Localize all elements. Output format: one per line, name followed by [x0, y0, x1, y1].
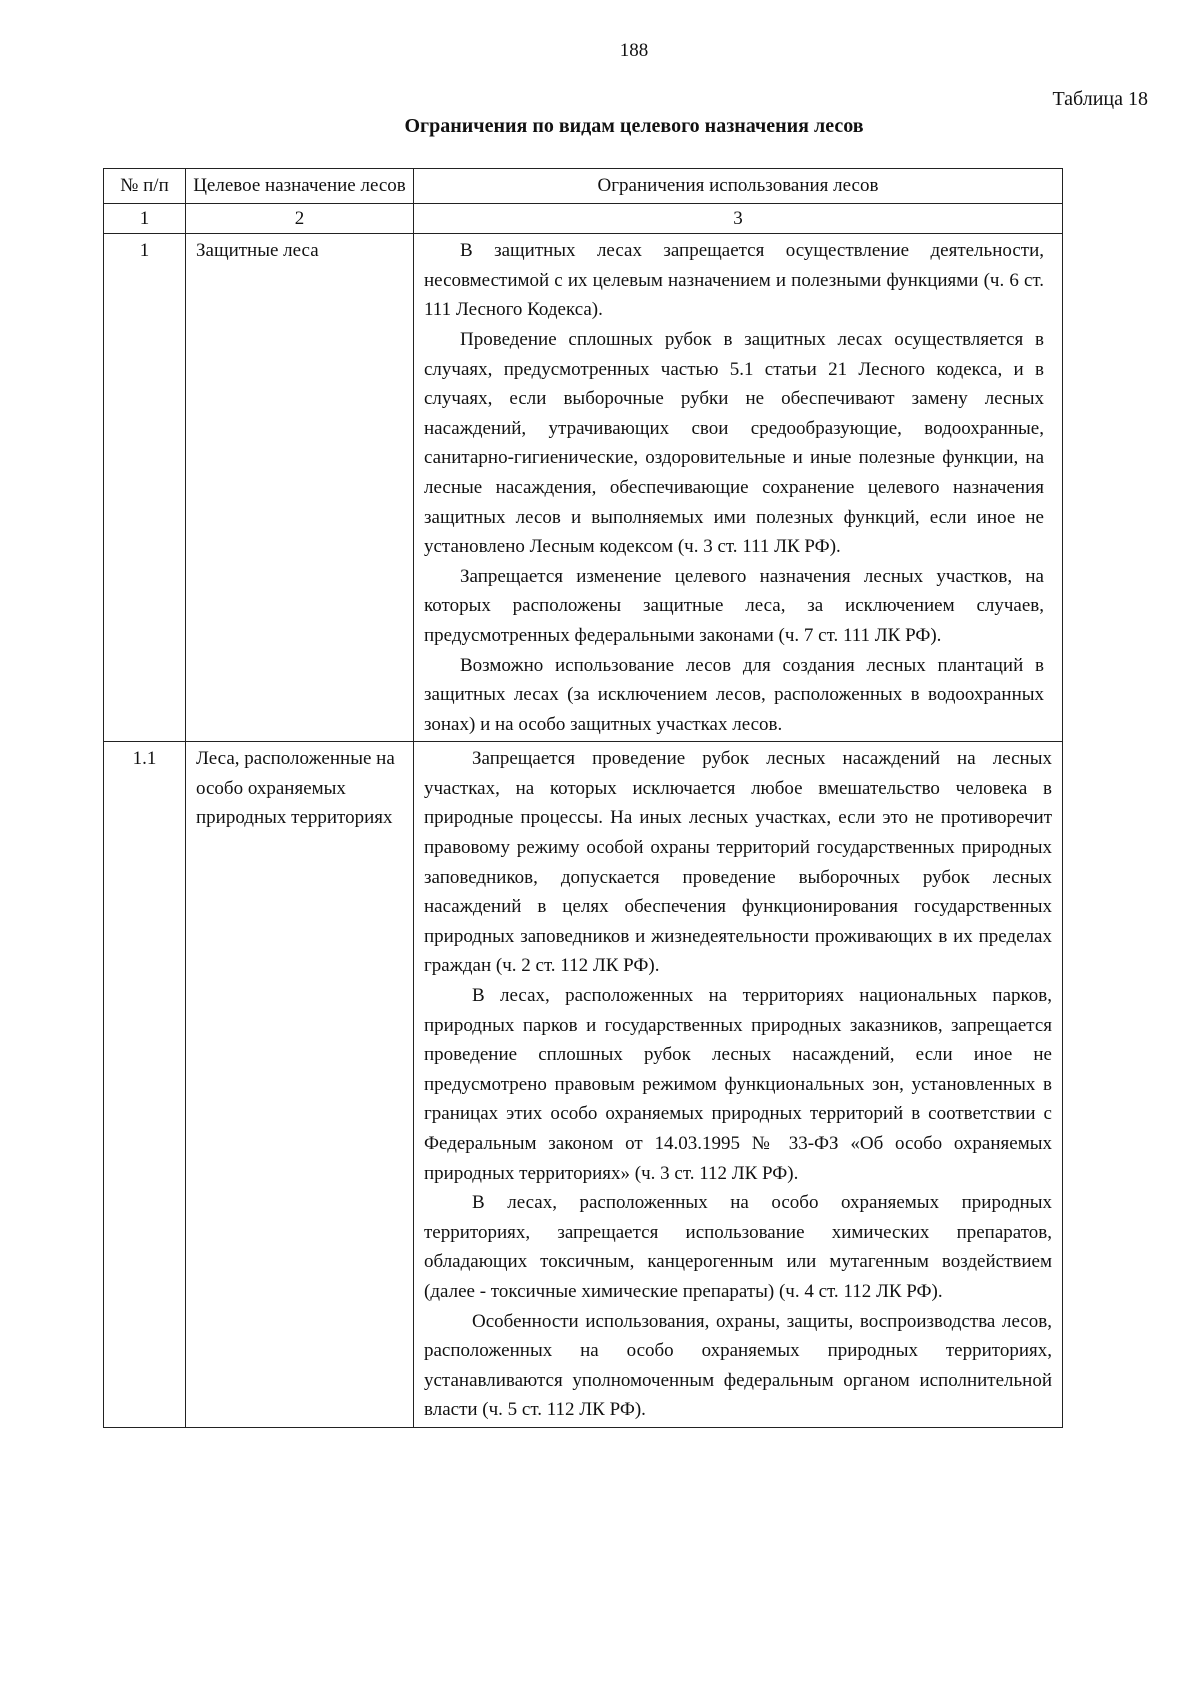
header-purpose: Целевое назначение лесов — [186, 169, 414, 204]
table-label: Таблица 18 — [1052, 88, 1148, 110]
column-number-row — [104, 203, 1063, 234]
restriction-paragraph: Проведение сплошных рубок в защитных лесах осуществляется в случаях, предусмотренных частью 5.1 статьи 21 Лесного кодекса, и в случаях, если выборочные рубки не обеспечивают замену лесных насаждений, утрачивающих свои средообразующие, водоохранные, санитарно-гигиенические, оздоровительные и иные полезные функции, на лесные насаждения, обеспечивающие сохранение целевого назначения защитных лесов и выполняемых ими полезных функций, если иное не установлено Лесным кодексом (ч. 3 ст. 111 ЛК РФ). — [424, 328, 1044, 558]
row-restrictions — [414, 742, 1063, 1428]
restriction-paragraph: Особенности использования, охраны, защиты, воспроизводства лесов, расположенных на особо охраняемых природных территориях, устанавливаются уполномоченным федеральным органом исполнительной власти (ч. 5 ст. 112 ЛК РФ). — [424, 1310, 1052, 1421]
column-number: 1 — [104, 203, 186, 234]
header-restrictions: Ограничения использования лесов — [414, 169, 1063, 204]
restriction-paragraph: Возможно использование лесов для создания лесных плантаций в защитных лесах (за исключением лесов, расположенных в водоохранных зонах) и на особо защитных участках лесов. — [424, 654, 1044, 735]
table-row — [104, 742, 1063, 1428]
restriction-paragraph: Запрещается проведение рубок лесных насаждений на лесных участках, на которых исключается любое вмешательство человека в природные процессы. На иных лесных участках, если это не противоречит правовому режиму особой охраны территорий государственных природных заповедников, допускается проведение выборочных рубок лесных насаждений в целях обеспечения функционирования государственных природных заповедников и жизнедеятельности проживающих в их пределах граждан (ч. 2 ст. 112 ЛК РФ). — [424, 748, 1052, 977]
restriction-paragraph: Запрещается изменение целевого назначения лесных участков, на которых расположены защитные леса, за исключением случаев, предусмотренных федеральными законами (ч. 7 ст. 111 ЛК РФ). — [424, 565, 1044, 646]
restrictions-table — [103, 168, 1063, 1428]
column-number: 3 — [414, 203, 1063, 234]
row-purpose: Защитные леса — [186, 234, 414, 742]
document-title: Ограничения по видам целевого назначения лесов — [404, 115, 864, 137]
row-number: 1.1 — [104, 742, 186, 1428]
row-number: 1 — [104, 234, 186, 742]
restriction-paragraph: В лесах, расположенных на особо охраняемых природных территориях, запрещается использование химических препаратов, обладающих токсичным, канцерогенным или мутагенным воздействием (далее - токсичные химические препараты) (ч. 4 ст. 112 ЛК РФ). — [424, 1192, 1052, 1302]
table-row — [104, 234, 1063, 742]
restriction-paragraph: В защитных лесах запрещается осуществление деятельности, несовместимой с их целевым назначением и полезными функциями (ч. 6 ст. 111 Лесного Кодекса). — [424, 240, 1044, 321]
table-header-row — [104, 169, 1063, 204]
header-number: № п/п — [104, 169, 186, 204]
column-number: 2 — [186, 203, 414, 234]
row-purpose: Леса, расположенные на особо охраняемых природных территориях — [186, 742, 414, 1428]
restriction-paragraph: В лесах, расположенных на территориях национальных парков, природных парков и государственных природных заказников, запрещается проведение сплошных рубок лесных насаждений, если иное не предусмотрено правовым режимом функциональных зон, установленных в границах этих особо охраняемых природных территорий в соответствии с Федеральным законом от 14.03.1995 № 33-ФЗ «Об особо охраняемых природных территориях» (ч. 3 ст. 112 ЛК РФ). — [424, 985, 1052, 1184]
row-restrictions — [414, 234, 1063, 742]
page-number: 188 — [619, 40, 649, 61]
